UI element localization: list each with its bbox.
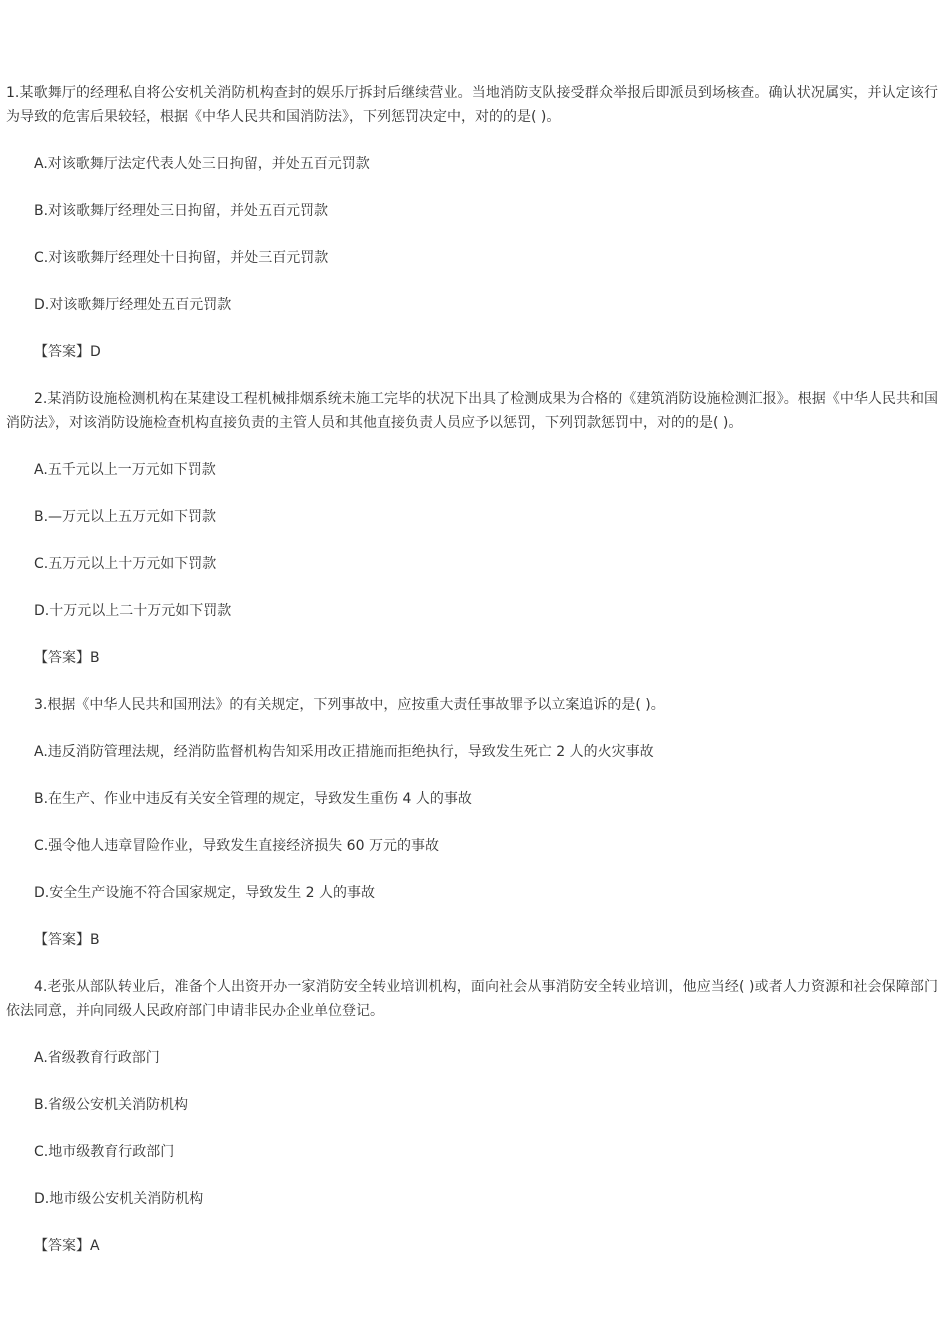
question-3-option-c: C.强令他人违章冒险作业，导致发生直接经济损失 60 万元的事故 — [34, 838, 439, 854]
question-3-answer: 【答案】B — [34, 932, 100, 948]
question-2-option-d: D.十万元以上二十万元如下罚款 — [34, 603, 232, 619]
question-1-option-c: C.对该歌舞厅经理处十日拘留，并处三百元罚款 — [34, 250, 329, 266]
question-1-option-b: B.对该歌舞厅经理处三日拘留，并处五百元罚款 — [34, 203, 329, 219]
question-2-option-a: A.五千元以上一万元如下罚款 — [34, 462, 216, 478]
document-body — [6, 81, 938, 1258]
question-1-option-a: A.对该歌舞厅法定代表人处三日拘留，并处五百元罚款 — [34, 156, 370, 172]
question-2-option-b: B.—万元以上五万元如下罚款 — [34, 509, 217, 525]
question-1-option-d: D.对该歌舞厅经理处五百元罚款 — [34, 297, 232, 313]
question-3-option-b: B.在生产、作业中违反有关安全管理的规定，导致发生重伤 4 人的事故 — [34, 791, 472, 807]
question-1-stem: 1.某歌舞厅的经理私自将公安机关消防机构查封的娱乐厅拆封后继续营业。当地消防支队接受群众举报后即派员到场核查。确认状况属实，并认定该行为导致的危害后果较轻，根据《中华人民共和国消防法》，下列惩罚决定中，对的的是( )。 — [6, 85, 938, 125]
question-4-option-b: B.省级公安机关消防机构 — [34, 1097, 189, 1113]
question-2-stem: 2.某消防设施检测机构在某建设工程机械排烟系统未施工完毕的状况下出具了检测成果为合格的《建筑消防设施检测汇报》。根据《中华人民共和国消防法》，对该消防设施检查机构直接负责的主管人员和其他直接负责人员应予以惩罚，下列罚款惩罚中，对的的是( )。 — [6, 391, 938, 431]
question-3-stem: 3.根据《中华人民共和国刑法》的有关规定，下列事故中，应按重大责任事故罪予以立案追诉的是( )。 — [34, 697, 665, 713]
question-4-option-a: A.省级教育行政部门 — [34, 1050, 160, 1066]
question-3-option-a: A.违反消防管理法规，经消防监督机构告知采用改正措施而拒绝执行，导致发生死亡 2 人的火灾事故 — [34, 744, 654, 760]
question-4-answer: 【答案】A — [34, 1238, 100, 1254]
question-4-option-c: C.地市级教育行政部门 — [34, 1144, 175, 1160]
question-2-answer: 【答案】B — [34, 650, 100, 666]
question-2-option-c: C.五万元以上十万元如下罚款 — [34, 556, 217, 572]
question-3-option-d: D.安全生产设施不符合国家规定，导致发生 2 人的事故 — [34, 885, 376, 901]
question-1-answer: 【答案】D — [34, 344, 101, 360]
question-4-option-d: D.地市级公安机关消防机构 — [34, 1191, 204, 1207]
question-4-stem: 4.老张从部队转业后，准备个人出资开办一家消防安全转业培训机构，面向社会从事消防安全转业培训，他应当经( )或者人力资源和社会保障部门依法同意，并向同级人民政府部门申请非民办企业单位登记。 — [6, 979, 938, 1019]
